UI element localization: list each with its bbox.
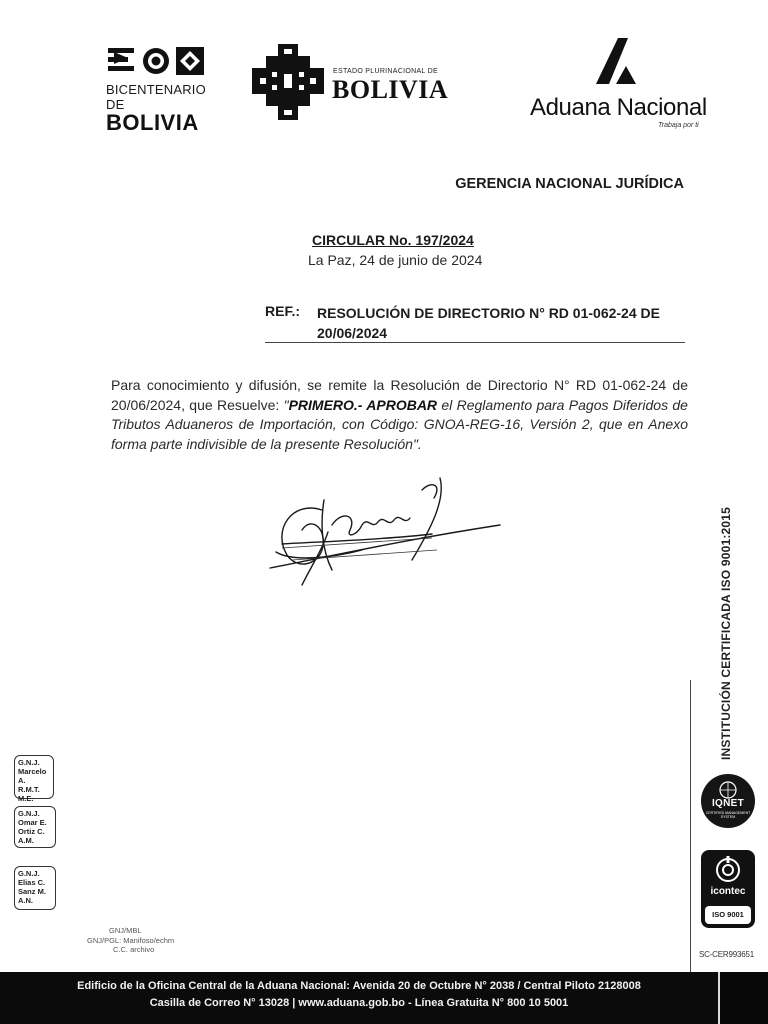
bicentenario-logo (106, 44, 218, 134)
stamp-line: Elias C. (18, 878, 46, 887)
approval-stamp-3 (14, 866, 56, 910)
reference-text: RESOLUCIÓN DE DIRECTORIO N° RD 01-062-24 DE 20/06/2024 (317, 305, 660, 341)
stamp-line: G.N.J. (18, 758, 40, 767)
iqnet-label: IQNET (711, 798, 745, 809)
certificate-code: SC-CER993651 (699, 950, 754, 959)
aduana-nacional-logo (530, 36, 710, 136)
chakana-emblem-icon (248, 44, 328, 120)
stamp-line: A.N. (18, 896, 33, 905)
estado-plurinacional-logo (248, 44, 449, 120)
body-rest: el Reglamento para Pagos Diferidos de Tributos Aduaneros de Importación, con Código: GNOA-REG-16, Versión 2, que en Anexo forma parte indivisible de la presente Resolución". (111, 396, 688, 452)
body-paragraph (111, 376, 688, 454)
footer-address: Edificio de la Oficina Central de la Aduana Nacional: Avenida 20 de Octubre N° 2038 / Central Piloto 2128008 (77, 980, 641, 992)
aduana-mark-icon (592, 36, 652, 92)
aduana-tagline: Trabaja por ti (658, 122, 699, 129)
stamp-line: Sanz M. (18, 887, 46, 896)
bicentenario-emblem-icon (106, 44, 218, 80)
iqnet-badge (701, 774, 755, 828)
initials-line: GNJ/PGL: Manifoso/echm (87, 935, 175, 945)
approval-stamp-2 (14, 806, 56, 848)
reference-divider (265, 342, 685, 343)
circular-number: CIRCULAR No. 197/2024 (312, 232, 474, 248)
initials-line: GNJ/MBL (109, 926, 142, 935)
stamp-line: M.E. (18, 794, 34, 803)
icontec-mark-icon (701, 854, 755, 886)
iqnet-subtitle: CERTIFIED MANAGEMENT SYSTEM (705, 811, 751, 819)
stamp-line: G.N.J. (18, 869, 40, 878)
icontec-label: icontec (710, 886, 746, 897)
signature (262, 470, 512, 595)
approval-stamp-1 (14, 755, 54, 803)
stamp-line: Ortiz C. (18, 827, 45, 836)
footer-bar (0, 972, 768, 1024)
circular-date: La Paz, 24 de junio de 2024 (308, 252, 483, 268)
footer-contact: Casilla de Correo N° 13028 | www.aduana.gob.bo - Línea Gratuita N° 800 10 5001 (149, 997, 569, 1009)
icontec-iso-label: ISO 9001 (705, 906, 751, 924)
stamp-line: A.M. (18, 836, 34, 845)
aduana-name: Aduana Nacional (530, 94, 707, 121)
icontec-badge (701, 850, 755, 928)
bicentenario-subtitle: BICENTENARIO DE (106, 82, 206, 112)
bicentenario-title: BOLIVIA (106, 110, 199, 135)
department-heading: GERENCIA NACIONAL JURÍDICA (455, 176, 684, 192)
body-quote-open: " (283, 396, 289, 413)
body-strong: PRIMERO.- APROBAR (288, 396, 438, 413)
iso-certification-text: INSTITUCIÓN CERTIFICADA ISO 9001:2015 (719, 506, 733, 760)
estado-title: BOLIVIA (332, 75, 449, 104)
initials-line: C.C. archivo (113, 945, 155, 954)
sidebar-divider (690, 680, 691, 972)
stamp-line: G.N.J. (18, 809, 40, 818)
reference-label: REF.: (265, 303, 300, 319)
reference-initials (87, 926, 174, 955)
footer-side-panel (718, 972, 768, 1024)
stamp-line: Omar E. (18, 818, 47, 827)
stamp-line: Marcelo A. (18, 767, 47, 785)
estado-subtitle: ESTADO PLURINACIONAL DE (333, 68, 438, 75)
body-intro: Para conocimiento y difusión, se remite la Resolución de Directorio N° RD 01-062-24 de 20/06/2024, que Resuelve: (111, 377, 688, 413)
stamp-line: R.M.T. (18, 785, 40, 794)
